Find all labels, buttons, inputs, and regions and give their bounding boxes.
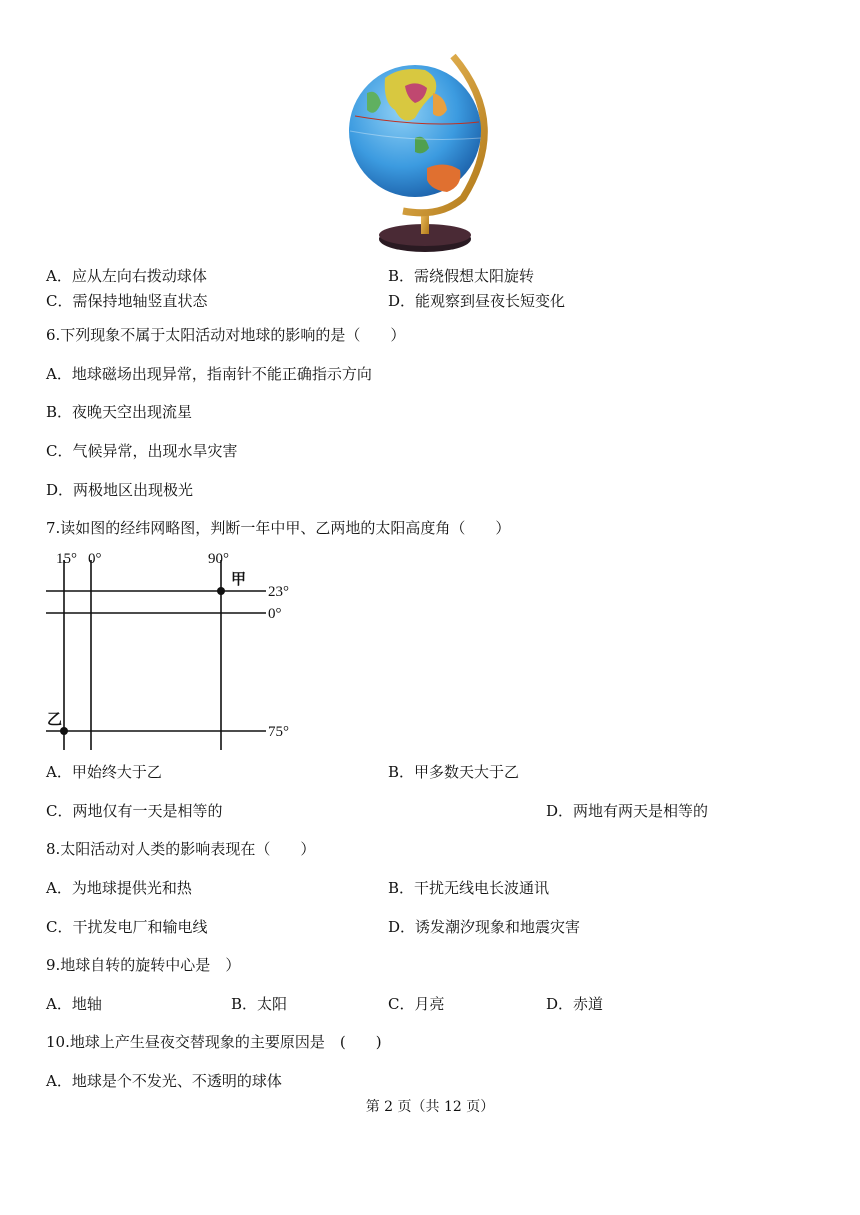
q6-stem: 6.下列现象不属于太阳活动对地球的影响的是（ ） (46, 326, 406, 344)
lat-label-0: 0° (268, 606, 282, 622)
q9-option-d: D．赤道 (546, 995, 604, 1013)
lat-label-75: 75° (268, 724, 289, 740)
q7-option-a: A．甲始终大于乙 (46, 763, 162, 781)
lat-lon-grid-diagram (44, 544, 304, 754)
q5-option-c: C．需保持地轴竖直状态 (46, 292, 208, 310)
q8-stem: 8.太阳活动对人类的影响表现在（ ） (46, 840, 316, 858)
point-yi (60, 727, 68, 735)
point-jia (217, 587, 225, 595)
q5-option-a: A．应从左向右拨动球体 (46, 267, 207, 285)
q5-option-d: D．能观察到昼夜长短变化 (388, 292, 566, 310)
q9-option-b: B．太阳 (231, 995, 288, 1013)
q6-option-c: C．气候异常，出现水旱灾害 (46, 442, 238, 460)
q8-option-b: B．干扰无线电长波通讯 (388, 879, 550, 897)
q7-option-c: C．两地仅有一天是相等的 (46, 802, 223, 820)
q6-option-a: A．地球磁场出现异常，指南针不能正确指示方向 (46, 365, 372, 383)
q7-option-d: D．两地有两天是相等的 (546, 802, 709, 820)
q8-option-d: D．诱发潮汐现象和地震灾害 (388, 918, 581, 936)
point-label-jia: 甲 (231, 570, 247, 588)
q9-option-c: C．月亮 (388, 995, 445, 1013)
q8-option-c: C．干扰发电厂和输电线 (46, 918, 208, 936)
q8-option-a: A．为地球提供光和热 (46, 879, 192, 897)
q10-option-a: A．地球是个不发光、不透明的球体 (46, 1072, 282, 1090)
lat-label-23: 23° (268, 584, 289, 600)
globe-image (345, 48, 495, 256)
q9-stem: 9.地球自转的旋转中心是 ） (46, 956, 241, 974)
q6-option-b: B．夜晚天空出现流星 (46, 403, 193, 421)
q7-option-b: B．甲多数天大于乙 (388, 763, 520, 781)
point-label-yi: 乙 (47, 710, 63, 728)
page-footer: 第 2 页（共 12 页） (365, 1099, 495, 1115)
q5-option-b: B．需绕假想太阳旋转 (388, 267, 535, 285)
q10-stem: 10.地球上产生昼夜交替现象的主要原因是 ( ) (46, 1033, 382, 1051)
q6-option-d: D．两极地区出现极光 (46, 481, 194, 499)
q9-option-a: A．地轴 (46, 995, 102, 1013)
lon-label-15: 15° (56, 551, 77, 567)
lon-label-0: 0° (88, 551, 102, 567)
q7-stem: 7.读如图的经纬网略图，判断一年中甲、乙两地的太阳高度角（ ） (46, 519, 511, 537)
lon-label-90: 90° (208, 551, 229, 567)
